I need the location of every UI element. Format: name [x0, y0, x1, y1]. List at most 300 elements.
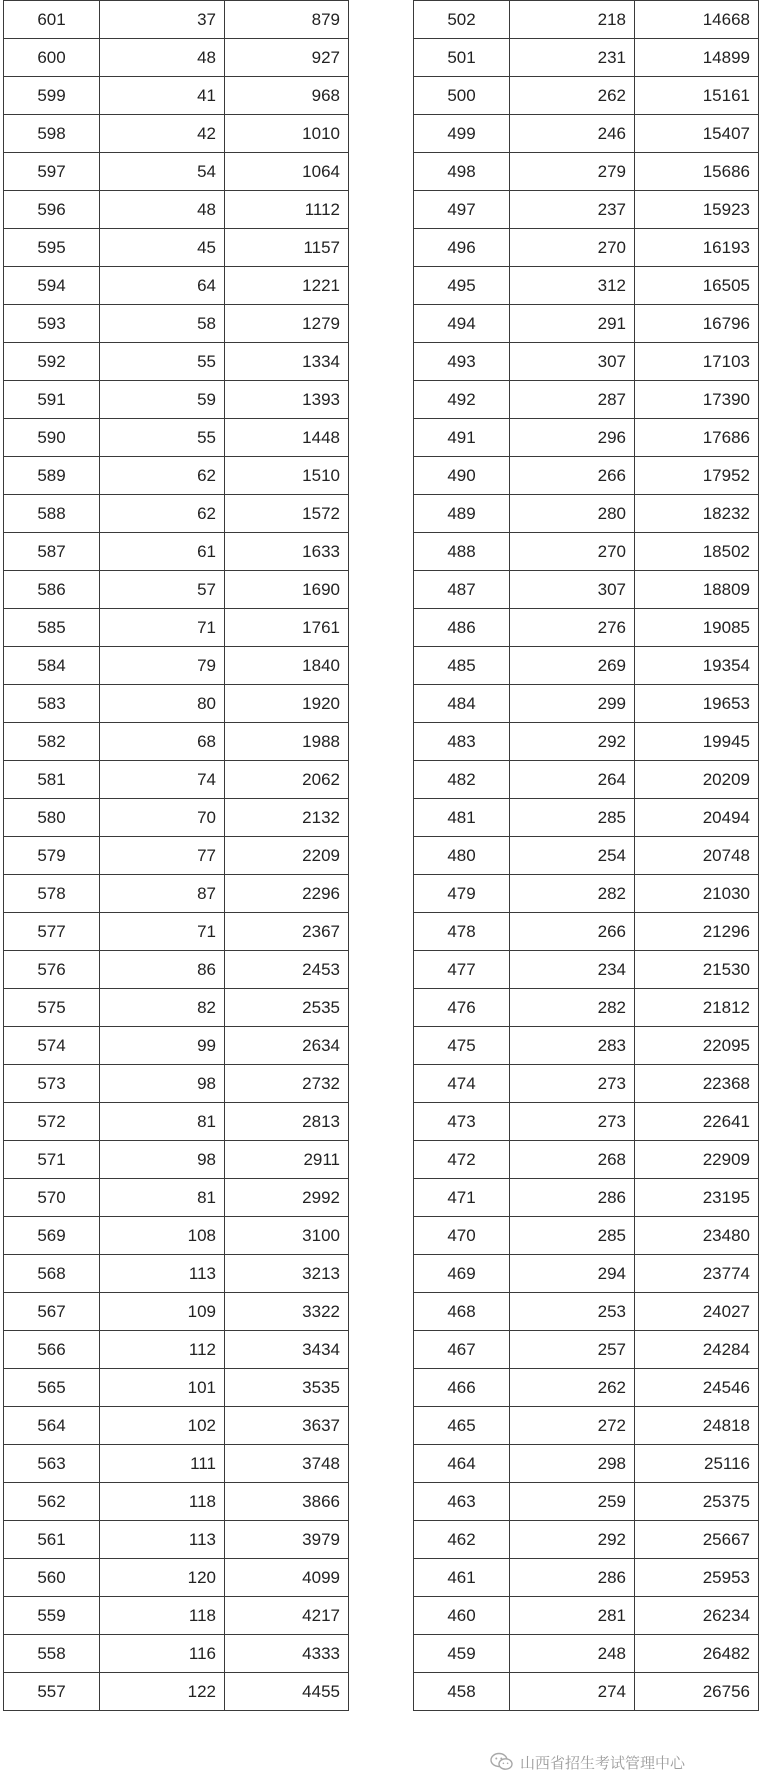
cumulative-cell: 1690: [225, 571, 349, 609]
table-row: [4, 989, 349, 1027]
cumulative-cell: 18809: [635, 571, 759, 609]
cumulative-cell: 2367: [225, 913, 349, 951]
count-cell: 292: [510, 1521, 635, 1559]
count-cell: 101: [100, 1369, 225, 1407]
count-cell: 282: [510, 875, 635, 913]
count-cell: 55: [100, 343, 225, 381]
cumulative-cell: 19945: [635, 723, 759, 761]
cumulative-cell: 15686: [635, 153, 759, 191]
table-row: [414, 1217, 759, 1255]
count-cell: 296: [510, 419, 635, 457]
count-cell: 48: [100, 39, 225, 77]
cumulative-cell: 1840: [225, 647, 349, 685]
cumulative-cell: 15923: [635, 191, 759, 229]
count-cell: 280: [510, 495, 635, 533]
score-table-right: [413, 0, 759, 1711]
score-cell: 458: [414, 1673, 510, 1711]
table-row: [4, 1179, 349, 1217]
cumulative-cell: 2732: [225, 1065, 349, 1103]
score-cell: 583: [4, 685, 100, 723]
count-cell: 291: [510, 305, 635, 343]
cumulative-cell: 16796: [635, 305, 759, 343]
count-cell: 118: [100, 1483, 225, 1521]
table-row: [414, 1141, 759, 1179]
score-cell: 592: [4, 343, 100, 381]
count-cell: 276: [510, 609, 635, 647]
cumulative-cell: 1279: [225, 305, 349, 343]
cumulative-cell: 1010: [225, 115, 349, 153]
score-cell: 480: [414, 837, 510, 875]
score-cell: 491: [414, 419, 510, 457]
count-cell: 42: [100, 115, 225, 153]
table-row: [4, 1369, 349, 1407]
table-row: [414, 609, 759, 647]
table-row: [414, 1407, 759, 1445]
table-row: [414, 229, 759, 267]
cumulative-cell: 22909: [635, 1141, 759, 1179]
count-cell: 254: [510, 837, 635, 875]
count-cell: 287: [510, 381, 635, 419]
table-row: [414, 1293, 759, 1331]
score-cell: 484: [414, 685, 510, 723]
cumulative-cell: 24546: [635, 1369, 759, 1407]
table-row: [414, 1065, 759, 1103]
cumulative-cell: 1064: [225, 153, 349, 191]
table-row: [4, 1521, 349, 1559]
score-cell: 495: [414, 267, 510, 305]
table-row: [4, 1483, 349, 1521]
cumulative-cell: 26482: [635, 1635, 759, 1673]
cumulative-cell: 25667: [635, 1521, 759, 1559]
score-cell: 467: [414, 1331, 510, 1369]
cumulative-cell: 21296: [635, 913, 759, 951]
table-row: [414, 1445, 759, 1483]
score-cell: 577: [4, 913, 100, 951]
score-cell: 586: [4, 571, 100, 609]
count-cell: 111: [100, 1445, 225, 1483]
count-cell: 234: [510, 951, 635, 989]
score-cell: 597: [4, 153, 100, 191]
table-row: [414, 305, 759, 343]
table-row: [414, 533, 759, 571]
table-row: [4, 609, 349, 647]
cumulative-cell: 2813: [225, 1103, 349, 1141]
count-cell: 122: [100, 1673, 225, 1711]
count-cell: 237: [510, 191, 635, 229]
score-cell: 493: [414, 343, 510, 381]
table-row: [4, 1141, 349, 1179]
count-cell: 86: [100, 951, 225, 989]
count-cell: 283: [510, 1027, 635, 1065]
score-cell: 559: [4, 1597, 100, 1635]
table-row: [4, 1217, 349, 1255]
cumulative-cell: 16193: [635, 229, 759, 267]
cumulative-cell: 1221: [225, 267, 349, 305]
count-cell: 71: [100, 913, 225, 951]
count-cell: 109: [100, 1293, 225, 1331]
count-cell: 62: [100, 457, 225, 495]
score-cell: 589: [4, 457, 100, 495]
score-cell: 565: [4, 1369, 100, 1407]
cumulative-cell: 2992: [225, 1179, 349, 1217]
count-cell: 231: [510, 39, 635, 77]
count-cell: 102: [100, 1407, 225, 1445]
count-cell: 270: [510, 229, 635, 267]
table-row: [414, 685, 759, 723]
cumulative-cell: 22641: [635, 1103, 759, 1141]
score-cell: 474: [414, 1065, 510, 1103]
count-cell: 45: [100, 229, 225, 267]
score-cell: 502: [414, 1, 510, 39]
score-cell: 476: [414, 989, 510, 1027]
count-cell: 118: [100, 1597, 225, 1635]
count-cell: 269: [510, 647, 635, 685]
cumulative-cell: 23195: [635, 1179, 759, 1217]
cumulative-cell: 3866: [225, 1483, 349, 1521]
score-cell: 570: [4, 1179, 100, 1217]
table-row: [414, 1179, 759, 1217]
table-row: [4, 647, 349, 685]
count-cell: 246: [510, 115, 635, 153]
table-row: [414, 1635, 759, 1673]
wechat-icon: [490, 1752, 514, 1772]
table-row: [4, 685, 349, 723]
cumulative-cell: 3322: [225, 1293, 349, 1331]
cumulative-cell: 3100: [225, 1217, 349, 1255]
count-cell: 80: [100, 685, 225, 723]
cumulative-cell: 879: [225, 1, 349, 39]
table-row: [414, 1103, 759, 1141]
count-cell: 292: [510, 723, 635, 761]
count-cell: 61: [100, 533, 225, 571]
cumulative-cell: 3979: [225, 1521, 349, 1559]
count-cell: 294: [510, 1255, 635, 1293]
cumulative-cell: 1633: [225, 533, 349, 571]
cumulative-cell: 3434: [225, 1331, 349, 1369]
score-cell: 496: [414, 229, 510, 267]
score-cell: 591: [4, 381, 100, 419]
score-cell: 478: [414, 913, 510, 951]
cumulative-cell: 3535: [225, 1369, 349, 1407]
table-row: [4, 1331, 349, 1369]
count-cell: 81: [100, 1103, 225, 1141]
cumulative-cell: 17686: [635, 419, 759, 457]
count-cell: 55: [100, 419, 225, 457]
score-cell: 582: [4, 723, 100, 761]
count-cell: 264: [510, 761, 635, 799]
cumulative-cell: 24027: [635, 1293, 759, 1331]
cumulative-cell: 15161: [635, 77, 759, 115]
cumulative-cell: 14668: [635, 1, 759, 39]
table-row: [4, 1065, 349, 1103]
count-cell: 98: [100, 1065, 225, 1103]
cumulative-cell: 1448: [225, 419, 349, 457]
table-row: [4, 115, 349, 153]
count-cell: 77: [100, 837, 225, 875]
count-cell: 259: [510, 1483, 635, 1521]
count-cell: 112: [100, 1331, 225, 1369]
cumulative-cell: 18502: [635, 533, 759, 571]
score-cell: 575: [4, 989, 100, 1027]
table-row: [414, 267, 759, 305]
score-cell: 571: [4, 1141, 100, 1179]
table-row: [414, 39, 759, 77]
count-cell: 285: [510, 799, 635, 837]
count-cell: 268: [510, 1141, 635, 1179]
cumulative-cell: 25953: [635, 1559, 759, 1597]
cumulative-cell: 25375: [635, 1483, 759, 1521]
cumulative-cell: 20748: [635, 837, 759, 875]
score-cell: 569: [4, 1217, 100, 1255]
cumulative-cell: 18232: [635, 495, 759, 533]
cumulative-cell: 1920: [225, 685, 349, 723]
count-cell: 266: [510, 913, 635, 951]
table-row: [4, 1, 349, 39]
count-cell: 307: [510, 571, 635, 609]
count-cell: 266: [510, 457, 635, 495]
count-cell: 286: [510, 1559, 635, 1597]
table-row: [414, 1255, 759, 1293]
score-cell: 594: [4, 267, 100, 305]
cumulative-cell: 1572: [225, 495, 349, 533]
cumulative-cell: 24818: [635, 1407, 759, 1445]
table-row: [4, 77, 349, 115]
table-row: [414, 77, 759, 115]
table-row: [4, 267, 349, 305]
score-cell: 501: [414, 39, 510, 77]
table-row: [4, 1597, 349, 1635]
count-cell: 262: [510, 77, 635, 115]
table-row: [414, 571, 759, 609]
cumulative-cell: 21030: [635, 875, 759, 913]
count-cell: 120: [100, 1559, 225, 1597]
table-row: [414, 989, 759, 1027]
cumulative-cell: 1988: [225, 723, 349, 761]
table-row: [4, 229, 349, 267]
count-cell: 71: [100, 609, 225, 647]
count-cell: 113: [100, 1255, 225, 1293]
table-row: [414, 1673, 759, 1711]
count-cell: 248: [510, 1635, 635, 1673]
count-cell: 81: [100, 1179, 225, 1217]
score-cell: 463: [414, 1483, 510, 1521]
cumulative-cell: 2535: [225, 989, 349, 1027]
score-table-left-body: [4, 1, 349, 1711]
score-cell: 588: [4, 495, 100, 533]
score-cell: 469: [414, 1255, 510, 1293]
count-cell: 98: [100, 1141, 225, 1179]
score-cell: 558: [4, 1635, 100, 1673]
cumulative-cell: 14899: [635, 39, 759, 77]
cumulative-cell: 1112: [225, 191, 349, 229]
score-cell: 482: [414, 761, 510, 799]
score-cell: 566: [4, 1331, 100, 1369]
score-cell: 470: [414, 1217, 510, 1255]
table-row: [414, 761, 759, 799]
score-cell: 560: [4, 1559, 100, 1597]
count-cell: 279: [510, 153, 635, 191]
cumulative-cell: 17952: [635, 457, 759, 495]
count-cell: 62: [100, 495, 225, 533]
cumulative-cell: 968: [225, 77, 349, 115]
table-row: [414, 799, 759, 837]
score-cell: 574: [4, 1027, 100, 1065]
table-row: [414, 913, 759, 951]
cumulative-cell: 2911: [225, 1141, 349, 1179]
table-row: [4, 305, 349, 343]
watermark-text: 山西省招生考试管理中心: [520, 1754, 686, 1772]
table-row: [4, 1559, 349, 1597]
cumulative-cell: 17390: [635, 381, 759, 419]
score-cell: 472: [414, 1141, 510, 1179]
table-row: [4, 381, 349, 419]
cumulative-cell: 17103: [635, 343, 759, 381]
score-cell: 600: [4, 39, 100, 77]
score-cell: 572: [4, 1103, 100, 1141]
count-cell: 285: [510, 1217, 635, 1255]
cumulative-cell: 1393: [225, 381, 349, 419]
count-cell: 273: [510, 1103, 635, 1141]
cumulative-cell: 26234: [635, 1597, 759, 1635]
score-cell: 601: [4, 1, 100, 39]
cumulative-cell: 19653: [635, 685, 759, 723]
table-row: [414, 457, 759, 495]
score-table-right-body: [414, 1, 759, 1711]
score-cell: 497: [414, 191, 510, 229]
score-cell: 499: [414, 115, 510, 153]
table-row: [4, 1673, 349, 1711]
score-cell: 492: [414, 381, 510, 419]
table-row: [4, 571, 349, 609]
cumulative-cell: 22095: [635, 1027, 759, 1065]
table-row: [414, 837, 759, 875]
count-cell: 70: [100, 799, 225, 837]
count-cell: 87: [100, 875, 225, 913]
score-cell: 595: [4, 229, 100, 267]
table-row: [414, 191, 759, 229]
count-cell: 286: [510, 1179, 635, 1217]
table-row: [4, 191, 349, 229]
score-cell: 460: [414, 1597, 510, 1635]
count-cell: 270: [510, 533, 635, 571]
score-cell: 593: [4, 305, 100, 343]
table-row: [4, 913, 349, 951]
table-row: [414, 1597, 759, 1635]
score-cell: 471: [414, 1179, 510, 1217]
score-cell: 473: [414, 1103, 510, 1141]
cumulative-cell: 24284: [635, 1331, 759, 1369]
table-row: [4, 153, 349, 191]
count-cell: 79: [100, 647, 225, 685]
cumulative-cell: 2209: [225, 837, 349, 875]
count-cell: 58: [100, 305, 225, 343]
table-row: [4, 457, 349, 495]
score-cell: 483: [414, 723, 510, 761]
count-cell: 59: [100, 381, 225, 419]
score-cell: 567: [4, 1293, 100, 1331]
table-row: [414, 1559, 759, 1597]
score-cell: 475: [414, 1027, 510, 1065]
score-cell: 500: [414, 77, 510, 115]
table-row: [414, 951, 759, 989]
count-cell: 82: [100, 989, 225, 1027]
score-cell: 462: [414, 1521, 510, 1559]
cumulative-cell: 21530: [635, 951, 759, 989]
score-cell: 576: [4, 951, 100, 989]
table-row: [414, 495, 759, 533]
table-row: [4, 1407, 349, 1445]
table-row: [414, 381, 759, 419]
score-cell: 494: [414, 305, 510, 343]
score-cell: 465: [414, 1407, 510, 1445]
count-cell: 299: [510, 685, 635, 723]
count-cell: 113: [100, 1521, 225, 1559]
cumulative-cell: 2296: [225, 875, 349, 913]
table-row: [4, 39, 349, 77]
table-row: [4, 799, 349, 837]
count-cell: 282: [510, 989, 635, 1027]
count-cell: 48: [100, 191, 225, 229]
score-cell: 489: [414, 495, 510, 533]
cumulative-cell: 25116: [635, 1445, 759, 1483]
cumulative-cell: 3748: [225, 1445, 349, 1483]
score-cell: 485: [414, 647, 510, 685]
score-cell: 477: [414, 951, 510, 989]
table-row: [4, 533, 349, 571]
score-cell: 486: [414, 609, 510, 647]
score-cell: 579: [4, 837, 100, 875]
score-cell: 464: [414, 1445, 510, 1483]
score-cell: 599: [4, 77, 100, 115]
cumulative-cell: 23480: [635, 1217, 759, 1255]
cumulative-cell: 21812: [635, 989, 759, 1027]
count-cell: 257: [510, 1331, 635, 1369]
count-cell: 281: [510, 1597, 635, 1635]
table-row: [414, 153, 759, 191]
cumulative-cell: 3637: [225, 1407, 349, 1445]
count-cell: 74: [100, 761, 225, 799]
score-cell: 498: [414, 153, 510, 191]
count-cell: 116: [100, 1635, 225, 1673]
count-cell: 274: [510, 1673, 635, 1711]
count-cell: 41: [100, 77, 225, 115]
cumulative-cell: 927: [225, 39, 349, 77]
count-cell: 298: [510, 1445, 635, 1483]
table-row: [4, 1445, 349, 1483]
count-cell: 307: [510, 343, 635, 381]
count-cell: 99: [100, 1027, 225, 1065]
score-cell: 481: [414, 799, 510, 837]
cumulative-cell: 20209: [635, 761, 759, 799]
cumulative-cell: 2062: [225, 761, 349, 799]
table-row: [414, 1027, 759, 1065]
table-row: [4, 761, 349, 799]
table-row: [414, 647, 759, 685]
table-row: [414, 1521, 759, 1559]
score-cell: 596: [4, 191, 100, 229]
cumulative-cell: 22368: [635, 1065, 759, 1103]
score-cell: 468: [414, 1293, 510, 1331]
cumulative-cell: 16505: [635, 267, 759, 305]
table-row: [4, 1103, 349, 1141]
count-cell: 68: [100, 723, 225, 761]
cumulative-cell: 3213: [225, 1255, 349, 1293]
count-cell: 54: [100, 153, 225, 191]
count-cell: 312: [510, 267, 635, 305]
score-cell: 488: [414, 533, 510, 571]
cumulative-cell: 26756: [635, 1673, 759, 1711]
cumulative-cell: 19085: [635, 609, 759, 647]
